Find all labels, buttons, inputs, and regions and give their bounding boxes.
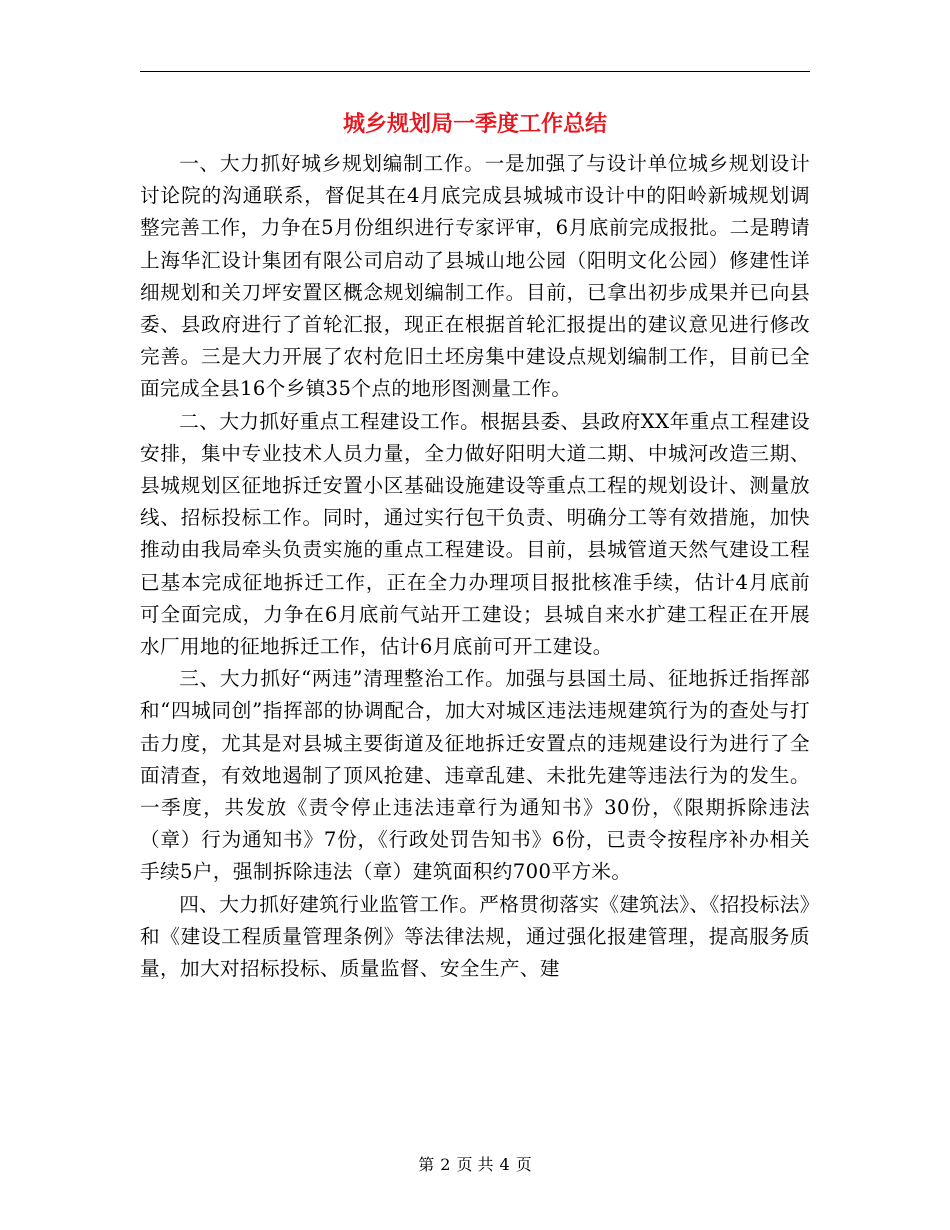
page-current: 2 [440,1155,451,1174]
paragraph-3: 三、大力抓好“两违”清理整治工作。加强与县国土局、征地拆迁指挥部和“四城同创”指挥部的协调配合，加大对城区违法违规建筑行为的查处与打击力度，尤其是对县城主要街道及征地拆迁安置点的违规建设行为进行了全面清查，有效地遏制了顶风抢建、违章乱建、未批先建等违法行为的发生。一季度，共发放《责令停止违法违章行为通知书》30份，《限期拆除违法（章）行为通知书》7份，《行政处罚告知书》6份，已责令按程序补办相关手续5户，强制拆除违法（章）建筑面积约700平方米。 [140,667,810,884]
page-label-mid: 页 共 [456,1155,494,1174]
page-total: 4 [499,1155,510,1174]
paragraph-1: 一、大力抓好城乡规划编制工作。一是加强了与设计单位城乡规划设计讨论院的沟通联系，督促其在4月底完成县城城市设计中的阳岭新城规划调整完善工作，力争在5月份组织进行专家评审，6月底前完成报批。二是聘请上海华汇设计集团有限公司启动了县城山地公园（阳明文化公园）修建性详细规划和关刀坪安置区概念规划编制工作。目前，已拿出初步成果并已向县委、县政府进行了首轮汇报，现正在根据首轮汇报提出的建议意见进行修改完善。三是大力开展了农村危旧土坯房集中建设点规划编制工作，目前已全面完成全县16个乡镇35个点的地形图测量工作。 [140,152,810,401]
document-body [140,148,810,985]
document-title: 城乡规划局一季度工作总结 [342,112,607,137]
paragraph-2: 二、大力抓好重点工程建设工作。根据县委、县政府XX年重点工程建设安排，集中专业技术人员力量，全力做好阳明大道二期、中城河改造三期、县城规划区征地拆迁安置小区基础设施建设等重点工程的规划设计、测量放线、招标投标工作。同时，通过实行包干负责、明确分工等有效措施，加快推动由我局牵头负责实施的重点工程建设。目前，县城管道天然气建设工程已基本完成征地拆迁工作，正在全力办理项目报批核准手续，估计4月底前可全面完成，力争在6月底前气站开工建设；县城自来水扩建工程正在开展水厂用地的征地拆迁工作，估计6月底前可开工建设。 [140,409,810,659]
paragraph-4: 四、大力抓好建筑行业监管工作。严格贯彻落实《建筑法》、《招投标法》和《建设工程质量管理条例》等法律法规，通过强化报建管理，提高服务质量，加大对招标投标、质量监督、安全生产、建 [140,892,810,981]
page-label-prefix: 第 [418,1155,435,1174]
header-rule [140,71,810,72]
page-footer [0,1154,950,1176]
page-label-suffix: 页 [515,1155,532,1174]
